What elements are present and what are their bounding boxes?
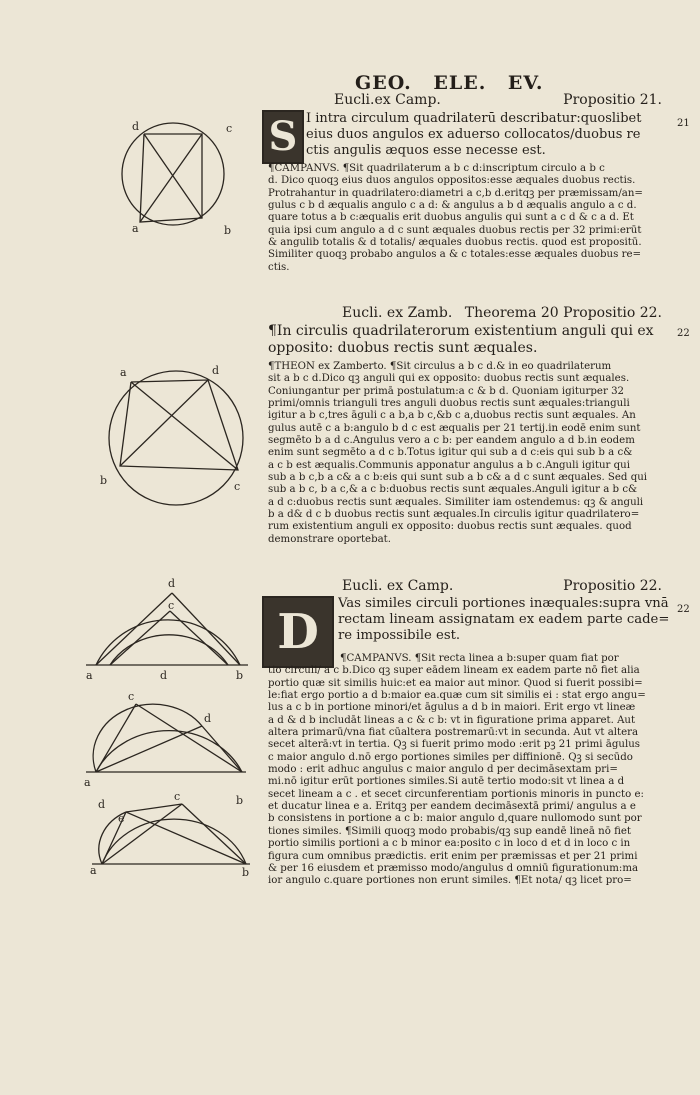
section-1-margin-number: 21 bbox=[677, 118, 690, 129]
fig4-label-b: b bbox=[236, 794, 244, 807]
section-1-prop-line: I intra circulum quadrilaterū describatur:quoslibet bbox=[306, 111, 642, 126]
fig5-label-e: e bbox=[118, 812, 125, 825]
text-line: sub a b c,b a c& a c b:eis qui sunt sub a b c& a d c sunt æquales. Sed qui bbox=[268, 472, 648, 484]
fig5-label-b: b bbox=[242, 866, 250, 879]
figure-segment-first bbox=[82, 575, 252, 685]
text-line: ¶THEON ex Zamberto. ¶Sit circulus a b c d.& in eo quadrilaterum bbox=[268, 361, 612, 372]
section-3-prop-line: rectam lineam assignatam ex eadem parte cade= bbox=[338, 612, 670, 627]
figure-segment-second bbox=[82, 688, 252, 807]
section-3-proposition-text bbox=[338, 596, 678, 644]
fig5-label-a: a bbox=[90, 864, 97, 877]
text-line: a c b est æqualis.Communis apponatur angulus a b c.Anguli igitur qui bbox=[268, 459, 630, 471]
section-1-commentary bbox=[268, 163, 678, 274]
text-line: lus a c b in portione minori/et āgulus a d b in maiori. Erit ergo vt lineæ bbox=[268, 702, 636, 714]
text-line: portio quæ sit similis huic:et ea maior aut minor. Quod si fuerit possibi= bbox=[268, 677, 643, 689]
text-line: ¶CAMPANVS. ¶Sit recta linea a b:super quam fiat por bbox=[340, 653, 619, 664]
text-line: ior angulo c.quare portiones non erunt similes. ¶Et nota/ qꝫ licet pro= bbox=[268, 875, 632, 887]
text-line: sub a b c, b a c,& a c b:duobus rectis sunt æquales.Anguli igitur a b c& bbox=[268, 484, 638, 496]
text-line: tiones similes. ¶Simili quoqꝫ modo probabis/qꝫ sup eandē lineā nō fiet bbox=[268, 825, 631, 837]
section-1-prop-line: ctis angulis æquos esse necesse est. bbox=[306, 143, 546, 158]
text-line: Protrahantur in quadrilatero:diametri a c,b d.eritqꝫ per præmissam/an= bbox=[268, 187, 643, 199]
fig5-label-d: d bbox=[98, 798, 106, 811]
figure-segment-third bbox=[88, 788, 258, 888]
section-2-margin-number: 22 bbox=[677, 328, 690, 339]
fig3-label-a: a bbox=[86, 669, 93, 682]
text-line: portio similis portioni a c b minor ea:posito c in loco d et d in loco c in bbox=[268, 838, 631, 850]
section-2-proposition-text bbox=[268, 323, 678, 357]
fig3-label-c: c bbox=[168, 599, 175, 612]
text-line: gulus autē c a b:angulo b d c est æqualis per 21 tertij.in eodē enim sunt bbox=[268, 422, 641, 434]
text-line: primi/omnis trianguli tres anguli duobus rectis sunt æquales:trianguli bbox=[268, 398, 630, 410]
text-line: le:fiat ergo portio a d b:maior ea.quæ cum sit similis ei : stat ergo angu= bbox=[268, 690, 646, 702]
text-line: quare totus a b c:æqualis erit duobus angulis qui sunt a c d & c a d. Et bbox=[268, 212, 634, 224]
text-line: a d c:duobus rectis sunt æquales. Similiter iam ostendemus: qꝫ & anguli bbox=[268, 496, 644, 508]
text-line: gulus c b d æqualis angulo c a d: & angulus a b d æqualis angulo a c d. bbox=[268, 200, 637, 212]
fig3-label-b: b bbox=[236, 669, 244, 682]
text-line: secet alterā:vt in tertia. Qꝫ si fuerit primo modo :erit pꝫ 21 primi āgulus bbox=[268, 739, 641, 751]
text-line: igitur a b c,tres āguli c a b,a b c,&b c a,duobus rectis sunt æquales. An bbox=[268, 410, 636, 422]
fig4-label-c: c bbox=[128, 690, 135, 703]
section-3-initial-capital: D bbox=[262, 596, 334, 668]
text-line: ctis. bbox=[268, 261, 290, 273]
fig2-label-c: c bbox=[234, 480, 241, 493]
text-line: modo : erit adhuc angulus c maior angulo d per decimāsextam pri= bbox=[268, 764, 618, 776]
section-2-commentary bbox=[268, 361, 678, 546]
text-line: Similiter quoqꝫ probabo angulos a & c totales:esse æquales duobus re= bbox=[268, 249, 642, 261]
text-line: figura cum omnibus prædictis. erit enim per præmissas et per 21 primi bbox=[268, 850, 638, 862]
section-3-source: Eucli. ex Camp. bbox=[342, 578, 454, 594]
text-line: b consistens in portione a c b: maior angulo d,quare nullomodo sunt por bbox=[268, 813, 642, 825]
text-line: enim sunt segmēto a d c b.Totus igitur qui sub a d c:eis qui sub b a c& bbox=[268, 447, 633, 459]
fig2-label-b: b bbox=[100, 474, 108, 487]
text-line: & per 16 eiusdem et præmisso modo/angulus d omniū figurationum:ma bbox=[268, 862, 639, 874]
section-3-prop-line: re impossibile est. bbox=[338, 628, 461, 643]
section-3-prop-line: Vas similes circuli portiones inæquales:supra vnā bbox=[338, 596, 669, 611]
section-2-source: Eucli. ex Zamb. bbox=[342, 305, 453, 321]
text-line: d. Dico quoqꝫ eius duos angulos oppositos:esse æquales duobus rectis. bbox=[268, 175, 636, 187]
section-2-prop-line: ¶In circulis quadrilaterorum existentium anguli qui ex bbox=[268, 323, 654, 339]
text-line: Coniungantur per primā postulatum:a c & b d. Quoniam igiturper 32 bbox=[268, 385, 625, 397]
fig3-label-d-bottom: d bbox=[160, 669, 168, 682]
fig1-label-a: a bbox=[132, 222, 139, 235]
running-header: GEO. ELE. EV. bbox=[355, 72, 544, 94]
text-line: rum existentium anguli ex opposito: duobus rectis sunt æquales. quod bbox=[268, 521, 632, 533]
fig3-label-d-top: d bbox=[168, 577, 176, 590]
text-line: sit a b c d.Dico qꝫ anguli qui ex opposito: duobus rectis sunt æquales. bbox=[268, 373, 630, 385]
section-1-initial-capital: S bbox=[262, 110, 304, 164]
fig1-label-c: c bbox=[226, 122, 233, 135]
text-line: c maior angulo d.nō ergo portiones similes per diffinionē. Qꝫ si secūdo bbox=[268, 751, 633, 763]
text-line: secet lineam a c . et secet circunferentiam portionis minoris in puncto e: bbox=[268, 788, 644, 800]
fig1-label-b: b bbox=[224, 224, 232, 237]
text-line: mi.nō igitur erūt portiones similes.Si autē tertio modo:sit vt linea a d bbox=[268, 776, 625, 788]
fig2-label-a: a bbox=[120, 366, 127, 379]
text-line: quia ipsi cum angulo a d c sunt æquales duobus rectis per 32 primi:erūt bbox=[268, 224, 642, 236]
section-3-heading bbox=[268, 578, 668, 594]
section-3-margin-number: 22 bbox=[677, 604, 690, 615]
fig1-label-d: d bbox=[132, 120, 140, 133]
text-line: tio circuli/ a c b.Dico qꝫ super eādem lineam ex eadem parte nō fiet alia bbox=[268, 665, 640, 677]
section-3-commentary bbox=[268, 653, 678, 888]
text-line: segmēto b a d c.Angulus vero a c b: per eandem angulo a d b.in eodem bbox=[268, 435, 635, 447]
section-1-proposition: Propositio 21. bbox=[563, 92, 662, 108]
text-line: b a d& d c b duobus rectis sunt æquales.In circulis igitur quadrilatero= bbox=[268, 509, 640, 521]
text-line: et ducatur linea e a. Eritqꝫ per eandem decimāsextā primi/ angulus a e bbox=[268, 801, 636, 813]
figure-quadrilateral-inscribed-1 bbox=[118, 112, 233, 242]
section-3-proposition: Propositio 22. bbox=[563, 578, 662, 594]
fig5-label-c: c bbox=[174, 790, 181, 803]
text-line: ¶CAMPANVS. ¶Sit quadrilaterum a b c d:inscriptum circulo a b c bbox=[268, 163, 605, 174]
text-line: altera primarū/vna fiat cūaltera postremarū:vt in secunda. Aut vt altera bbox=[268, 727, 639, 739]
text-line: & angulib totalis & d totalis/ æquales duobus rectis. quod est propositū. bbox=[268, 237, 642, 249]
figure-quadrilateral-inscribed-2 bbox=[98, 362, 248, 512]
section-1-heading bbox=[268, 92, 668, 108]
section-2-heading bbox=[268, 305, 668, 321]
section-2-proposition: Theorema 20 Propositio 22. bbox=[464, 305, 662, 321]
section-1-prop-line: eius duos angulos ex aduerso collocatos/duobus re bbox=[306, 127, 641, 142]
fig2-label-d: d bbox=[212, 364, 220, 377]
section-1-proposition-text bbox=[306, 111, 678, 159]
text-line: a d & d b includāt lineas a c & c b: vt in figuratione prima apparet. Aut bbox=[268, 714, 636, 726]
fig4-label-d: d bbox=[204, 712, 212, 725]
fig4-label-a: a bbox=[84, 776, 91, 789]
text-line: demonstrare oportebat. bbox=[268, 533, 392, 545]
section-2-prop-line: opposito: duobus rectis sunt æquales. bbox=[268, 340, 538, 356]
section-1-source: Eucli.ex Camp. bbox=[334, 92, 441, 108]
